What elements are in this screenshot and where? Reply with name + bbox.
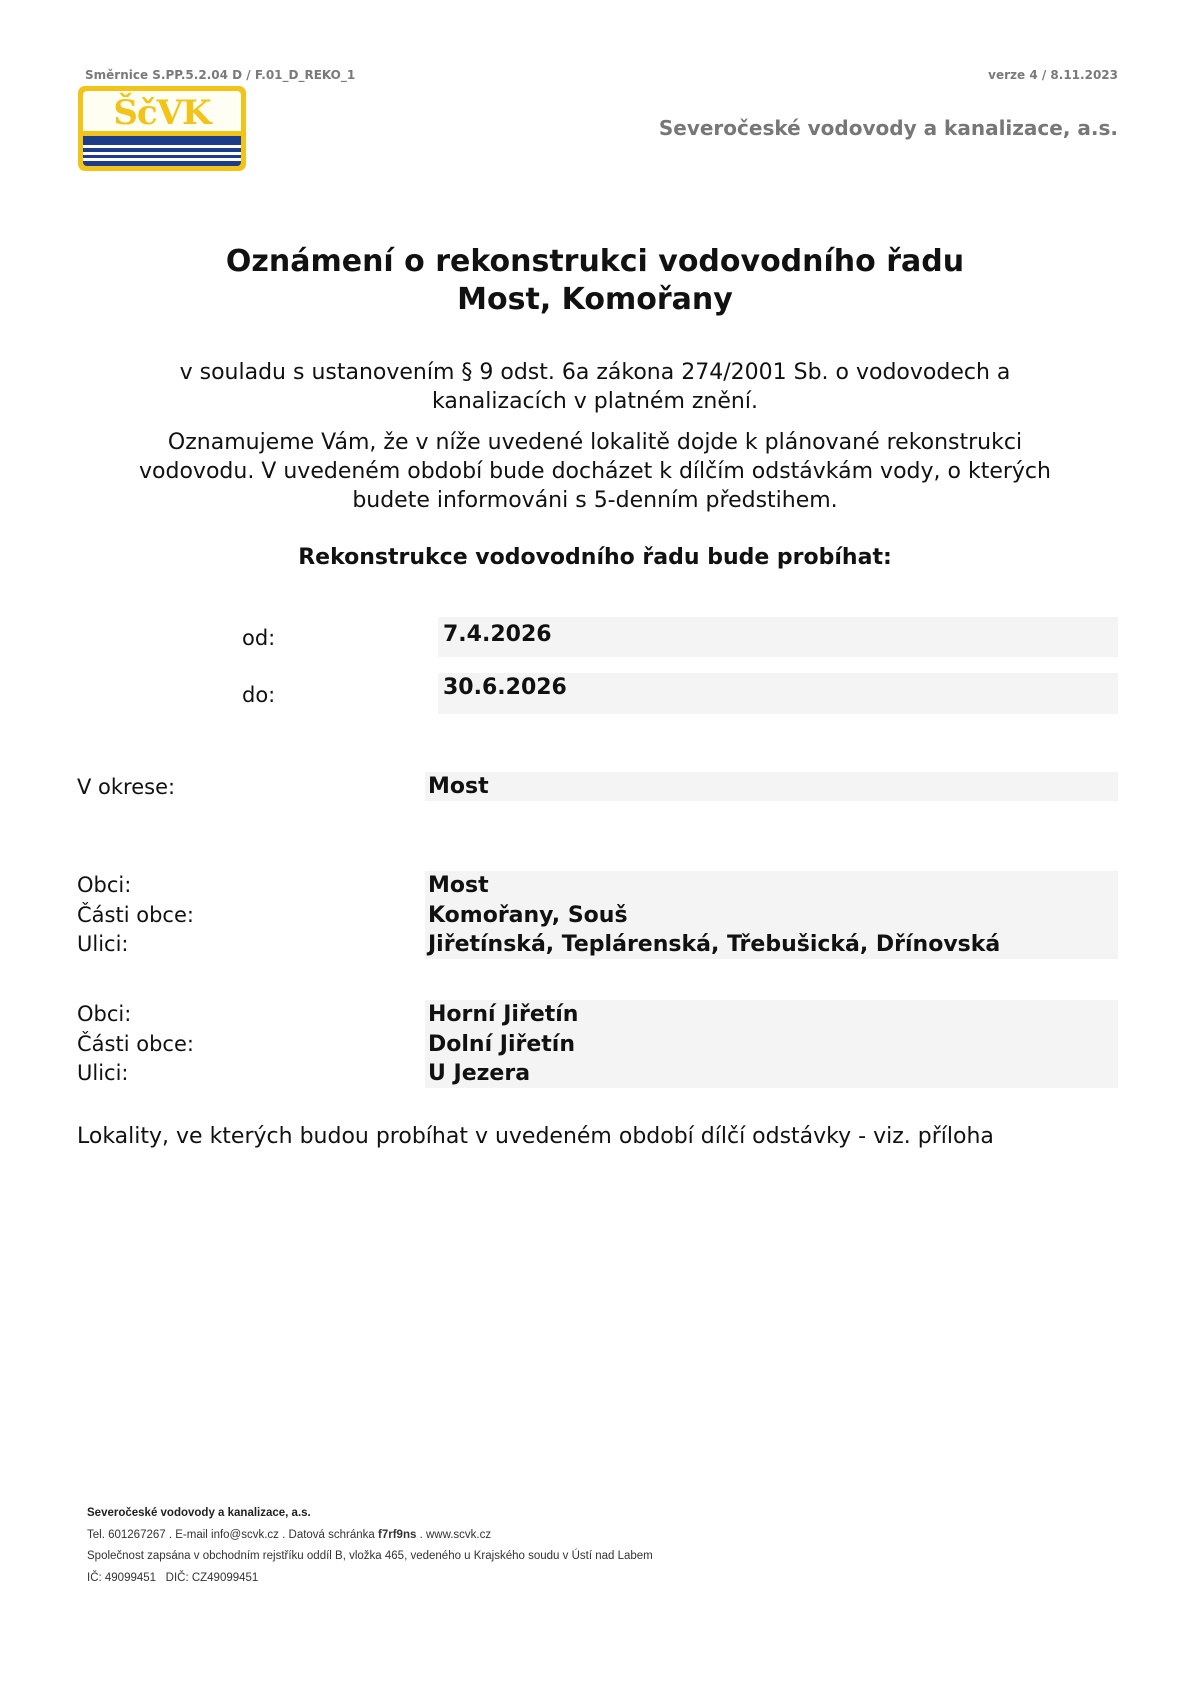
district-value: Most	[428, 774, 489, 799]
from-label: od:	[242, 626, 276, 650]
district-field	[425, 772, 1118, 801]
location-block-2	[425, 1000, 1118, 1088]
scvk-logo	[78, 86, 246, 171]
parts-value: Dolní Jiřetín	[428, 1031, 575, 1057]
legal-line-1: v souladu s ustanovením § 9 odst. 6a zákona 274/2001 Sb. o vodovodech a	[179, 360, 1011, 385]
footer	[87, 1503, 653, 1590]
logo-top-panel	[83, 91, 241, 131]
location-labels-1	[77, 871, 194, 960]
streets-label: Ulici:	[77, 1061, 129, 1085]
page-title	[0, 243, 1190, 319]
footer-ids: IČ: 49099451 DIČ: CZ49099451	[87, 1572, 259, 1585]
footer-company: Severočeské vodovody a kanalizace, a.s.	[87, 1507, 311, 1519]
municipality-value: Horní Jiřetín	[428, 1002, 579, 1027]
notice-line-2: vodovodu. V uvedeném období bude docházet k dílčím odstávkám vody, o kterých	[139, 459, 1051, 484]
directive-code: Směrnice S.PP.5.2.04 D / F.01_D_REKO_1	[85, 68, 356, 82]
district-label: V okrese:	[77, 775, 176, 799]
title-line-1: Oznámení o rekonstrukci vodovodního řadu	[225, 244, 965, 279]
notice-line-1: Oznamujeme Vám, že v níže uvedené lokalitě dojde k plánované rekonstrukci	[167, 430, 1023, 455]
to-date-field	[438, 673, 1118, 714]
parts-value: Komořany, Souš	[428, 902, 628, 928]
from-date-field	[438, 617, 1118, 657]
logo-wordmark: ŠčVK	[113, 93, 211, 133]
streets-value: Jiřetínská, Teplárenská, Třebušická, Dřínovská	[428, 932, 1001, 957]
legal-line-2: kanalizacích v platném znění.	[432, 389, 758, 414]
logo-water-stripes-icon	[83, 136, 241, 166]
legal-basis-paragraph	[80, 358, 1110, 416]
to-date-value: 30.6.2026	[443, 675, 567, 700]
parts-label: Části obce:	[77, 902, 194, 927]
footer-tel-email: Tel. 601267267 . E-mail info@scvk.cz . Datová schránka	[87, 1528, 379, 1541]
from-date-value: 7.4.2026	[443, 622, 552, 647]
municipality-value: Most	[428, 873, 489, 898]
footer-contacts	[87, 1525, 653, 1547]
location-labels-2	[77, 1000, 194, 1089]
footer-registry: Společnost zapsána v obchodním rejstříku oddíl B, vložka 465, vedeného u Krajského soudu v Ústí nad Labem	[87, 1550, 653, 1563]
attachment-note: Lokality, ve kterých budou probíhat v uvedeném období dílčí odstávky - viz. příloha	[77, 1124, 994, 1149]
footer-website: . www.scvk.cz	[416, 1528, 492, 1541]
notice-paragraph	[70, 428, 1120, 515]
location-block-1	[425, 871, 1118, 959]
schedule-heading: Rekonstrukce vodovodního řadu bude probíhat:	[298, 545, 892, 570]
notice-line-3: budete informováni s 5-denním předstihem.	[352, 488, 838, 513]
streets-value: U Jezera	[428, 1061, 531, 1086]
to-label: do:	[242, 683, 276, 707]
footer-databox: f7rf9ns	[378, 1528, 417, 1541]
municipality-label: Obci:	[77, 873, 132, 897]
streets-label: Ulici:	[77, 932, 129, 956]
company-name-header: Severočeské vodovody a kanalizace, a.s.	[658, 116, 1118, 140]
parts-label: Části obce:	[77, 1031, 194, 1056]
title-line-2: Most, Komořany	[457, 282, 733, 317]
version-date: verze 4 / 8.11.2023	[988, 68, 1118, 82]
municipality-label: Obci:	[77, 1002, 132, 1026]
